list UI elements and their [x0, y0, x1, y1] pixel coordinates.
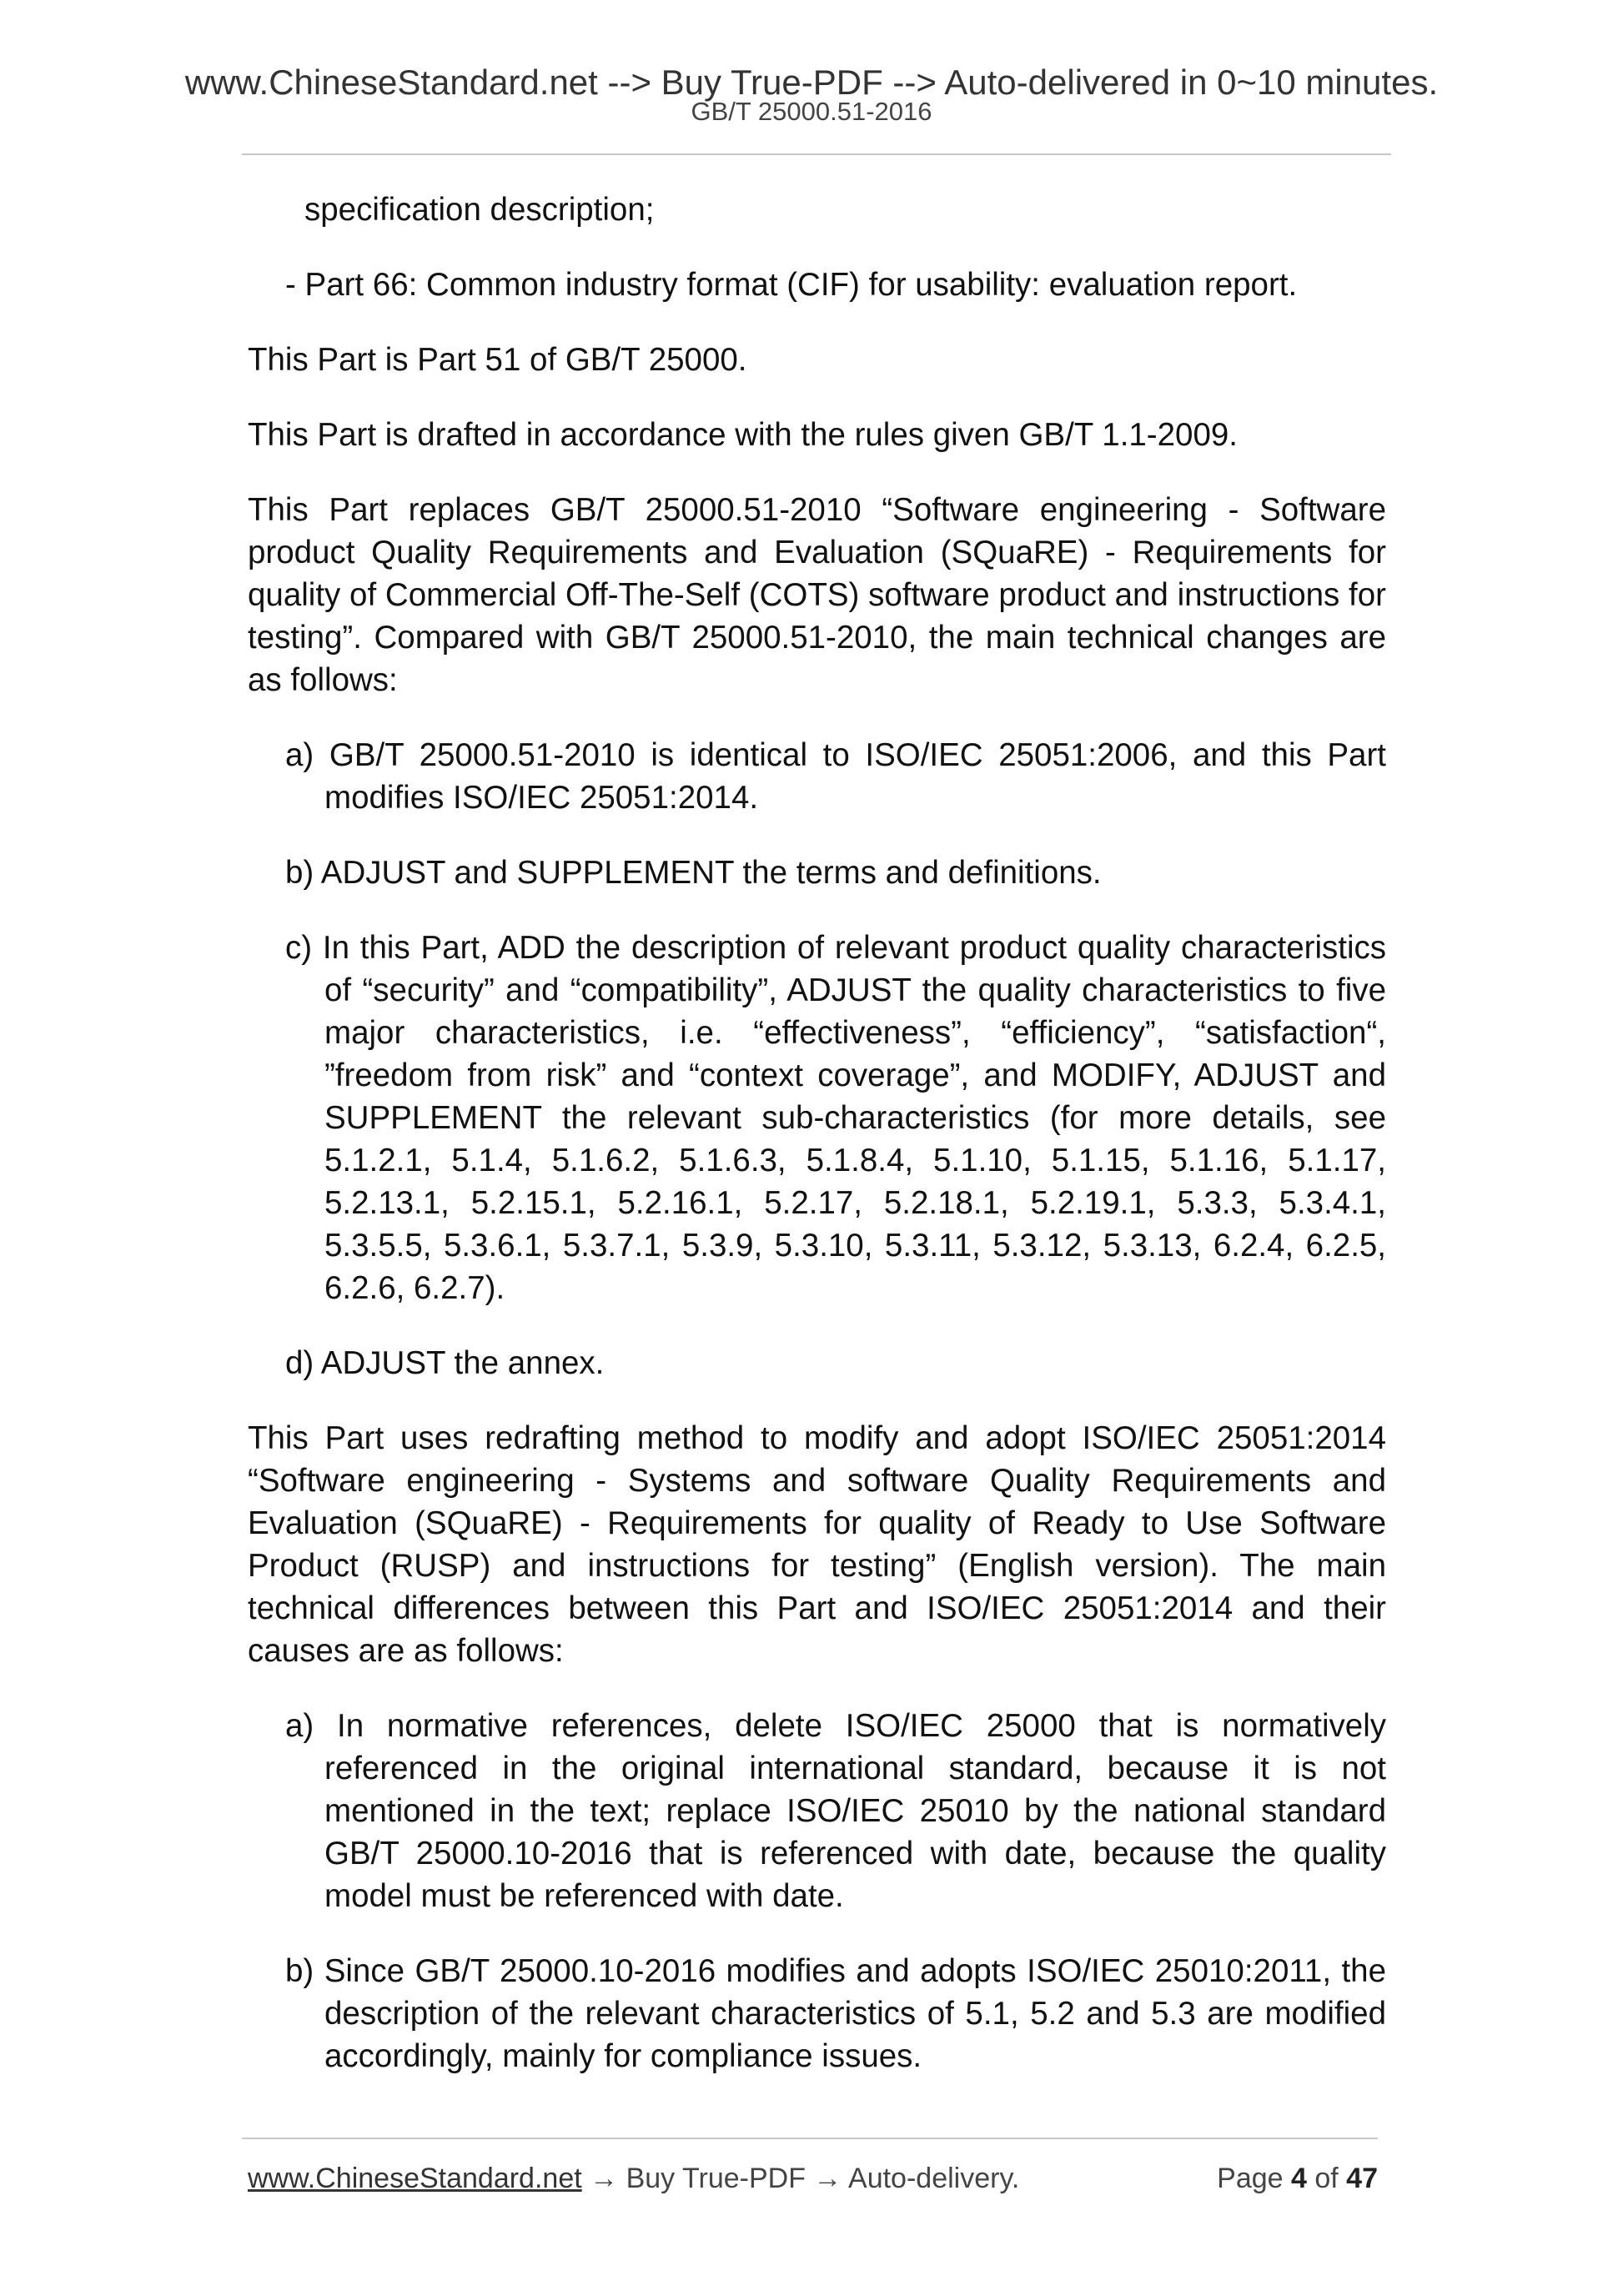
continued-line: specification description;: [304, 192, 655, 228]
page-total: 47: [1346, 2163, 1378, 2194]
page-footer: [248, 2162, 1378, 2195]
page-body: [248, 188, 1386, 2110]
footer-buy-text: Buy True-PDF: [626, 2163, 806, 2194]
page-indicator: [1217, 2162, 1378, 2195]
paragraph-redrafting: This Part uses redrafting method to modify and adopt ISO/IEC 25051:2014 “Software engineering - Systems and software Quality Requirements and Evaluation (SQuaRE) - Requirements for quality of Ready to Use Software Product (RUSP) and instructions for testing” (English version). The main technical differences between this Part and ISO/IEC 25051:2014 and their causes are as follows:: [248, 1420, 1386, 1669]
difference-item-b: b) Since GB/T 25000.10-2016 modifies and adopts ISO/IEC 25010:2011, the description of the relevant characteristics of 5.1, 5.2 and 5.3 are modified accordingly, mainly for compliance issues.: [285, 1953, 1386, 2074]
paragraph-drafting-rules: This Part is drafted in accordance with the rules given GB/T 1.1-2009.: [248, 417, 1238, 453]
paragraph-replaces: This Part replaces GB/T 25000.51-2010 “Software engineering - Software product Quality Requirements and Evaluation (SQuaRE) - Requirements for quality of Commercial Off-The-Self (COTS) software product and instructions for testing”. Compared with GB/T 25000.51-2010, the main technical changes are as follows:: [248, 492, 1386, 698]
header-banner: www.ChineseStandard.net --> Buy True-PDF --> Auto-delivered in 0~10 minutes.: [184, 63, 1439, 102]
page-number: 4: [1291, 2163, 1307, 2194]
footer-divider: [242, 2138, 1378, 2139]
page-of-label: of: [1306, 2163, 1347, 2194]
change-item-a: a) GB/T 25000.51-2010 is identical to ISO/IEC 25051:2006, and this Part modifies ISO/IEC 25051:2014.: [285, 737, 1386, 816]
difference-item-a: a) In normative references, delete ISO/IEC 25000 that is normatively referenced in the original international standard, because it is not mentioned in the text; replace ISO/IEC 25010 by the national standard GB/T 25000.10-2016 that is referenced with date, because the quality model must be referenced with date.: [285, 1708, 1386, 1914]
page-label: Page: [1217, 2163, 1291, 2194]
part-66-item: - Part 66: Common industry format (CIF) for usability: evaluation report.: [285, 267, 1298, 303]
change-item-c: c) In this Part, ADD the description of relevant product quality characteristics of “security” and “compatibility”, ADJUST the quality characteristics to five major characteristics, i.e. “effectiveness”, “efficiency”, “satisfaction“, ”freedom from risk” and “context coverage”, and MODIFY, ADJUST and SUPPLEMENT the relevant sub-characteristics (for more details, see 5.1.2.1, 5.1.4, 5.1.6.2, 5.1.6.3, 5.1.8.4, 5.1.10, 5.1.15, 5.1.16, 5.1.17, 5.2.13.1, 5.2.15.1, 5.2.16.1, 5.2.17, 5.2.18.1, 5.2.19.1, 5.3.3, 5.3.4.1, 5.3.5.5, 5.3.6.1, 5.3.7.1, 5.3.9, 5.3.10, 5.3.11, 5.3.12, 5.3.13, 6.2.4, 6.2.5, 6.2.6, 6.2.7).: [285, 930, 1386, 1306]
change-item-b: b) ADJUST and SUPPLEMENT the terms and definitions.: [285, 855, 1102, 891]
footer-delivery-text: Auto-delivery.: [848, 2163, 1020, 2194]
change-item-d: d) ADJUST the annex.: [285, 1345, 605, 1381]
footer-arrow-2: →: [805, 2163, 849, 2194]
footer-site-link[interactable]: www.ChineseStandard.net: [248, 2163, 582, 2194]
header-divider: [242, 153, 1391, 155]
header-standard-number: GB/T 25000.51-2016: [691, 97, 932, 126]
paragraph-part-number: This Part is Part 51 of GB/T 25000.: [248, 342, 747, 378]
footer-arrow-1: →: [581, 2163, 626, 2194]
